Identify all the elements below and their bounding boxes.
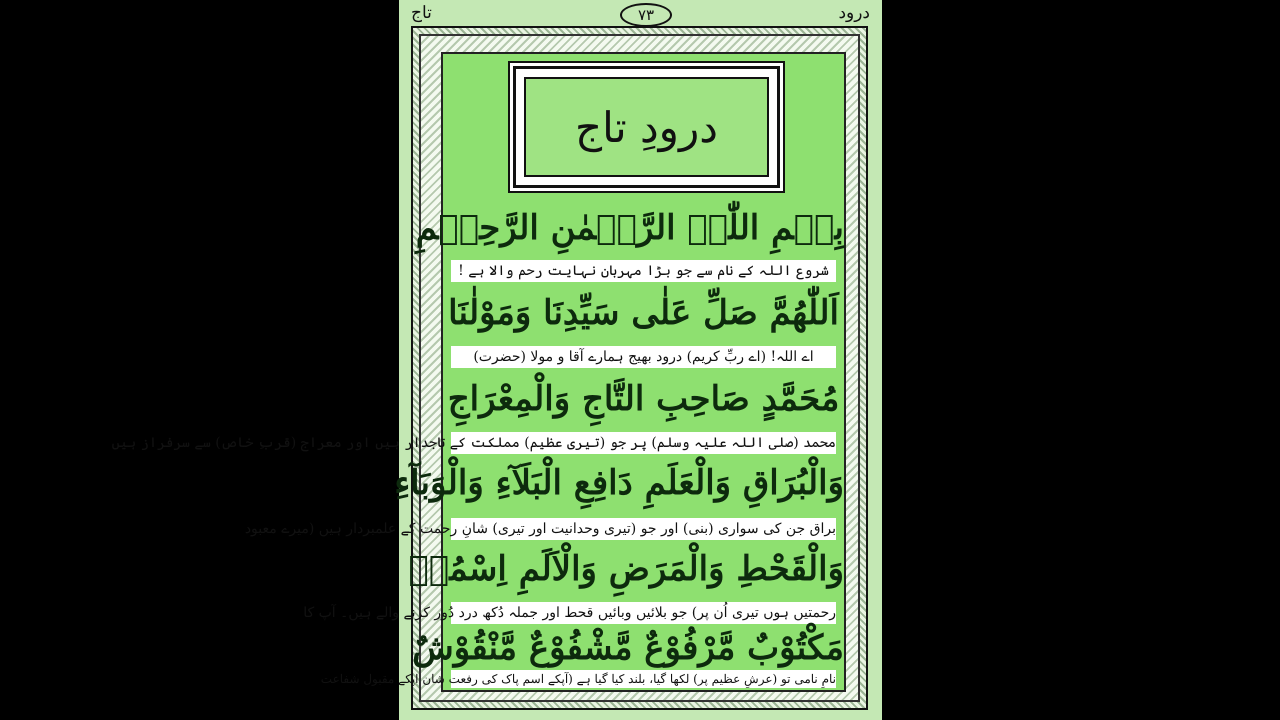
urdu-line-2: اے اللہ! (اے ربِّ کریم) درود بھیج ہمارے آقا و مولا (حضرت) [451, 346, 836, 368]
running-header-left: تاج [411, 3, 432, 23]
urdu-line-4: براق جن کی سواری (بنی) اور جو (تیری وحدانیت اور تیری) شانِ رحمت کے علمبردار ہیں (میرے معبود [451, 518, 836, 540]
urdu-line-1: شروع اللہ کے نام سے جو بڑا مہربان نہایت رحم والا ہے ! [451, 260, 836, 282]
arabic-line-4: وَالْبُرَاقِ وَالْعَلَمِ دَافِعِ الْبَلَآءِ وَالْوَبَآءِ [394, 463, 844, 503]
running-header-right: درود [838, 3, 870, 23]
title-box [513, 66, 780, 188]
text-panel [111, 52, 846, 692]
urdu-line-3: محمد (صلی اللہ علیہ وسلم) پر جو (تیری عظیم) مملکت کے تاجدار ہیں اور معراج (قربِ خاص) سے سرفراز ہیں [451, 432, 836, 454]
urdu-line-6: نامِ نامی تو (عرشِ عظیم پر) لکھا گیا، بلند کیا گیا ہے (آپکے اسم پاک کی رفعت شان اپکے مقبول شفاعت [320, 672, 836, 686]
decorative-border [111, 26, 868, 710]
title-frame [524, 77, 769, 177]
arabic-line-1: بِسۡمِ اللّٰہِ الرَّحۡمٰنِ الرَّحِیۡمِ [415, 208, 844, 248]
page-number: ۷۳ [620, 3, 672, 27]
urdu-line-5: رحمتیں ہوں تیری اُن پر) جو بلائیں وبائیں قحط اور جملہ دُکھ درد دُور کرنے والے ہیں۔ آپ کا [451, 602, 836, 624]
page-title: درودِ تاج [575, 102, 718, 152]
arabic-line-2: اَللّٰھُمَّ صَلِّ عَلٰی سَیِّدِنَا وَمَوْلٰنَا [448, 293, 839, 333]
arabic-line-5: وَالْقَحْطِ وَالْمَرَضِ وَالْاَلَمِ اِسْمُہٗ [408, 549, 844, 589]
document-page [111, 0, 882, 720]
arabic-line-3: مُحَمَّدٍ صَاحِبِ التَّاجِ وَالْمِعْرَاجِ [447, 379, 840, 419]
arabic-line-6: مَکْتُوْبٌ مَّرْفُوْعٌ مَّشْفُوْعٌ مَّنْقُوْشٌ [412, 628, 844, 668]
